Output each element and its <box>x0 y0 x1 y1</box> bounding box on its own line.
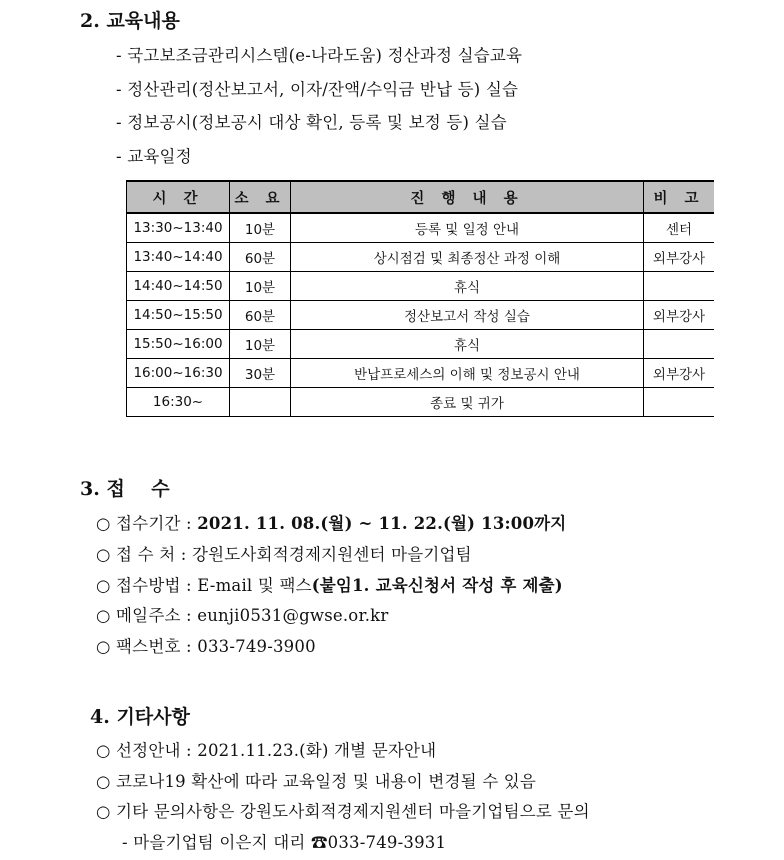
cell-note <box>644 330 715 359</box>
cell-note: 센터 <box>644 213 715 243</box>
contact-person: - 마을기업팀 이은지 대리 ☎033-749-3931 <box>122 833 447 852</box>
header-content: 진 행 내 용 <box>291 181 644 213</box>
cell-content: 정산보고서 작성 실습 <box>291 301 644 330</box>
reception-period-label: ○ 접수기간 : <box>96 514 198 533</box>
cell-time: 14:50~15:50 <box>127 301 230 330</box>
reception-period <box>96 510 566 534</box>
section2-item-4: - 교육일정 <box>116 147 192 166</box>
cell-note <box>644 388 715 417</box>
cell-note: 외부강사 <box>644 243 715 272</box>
covid-notice: ○ 코로나19 확산에 따라 교육일정 및 내용이 변경될 수 있음 <box>96 772 537 791</box>
cell-content: 종료 및 귀가 <box>291 388 644 417</box>
cell-duration: 10분 <box>230 213 291 243</box>
cell-content: 반납프로세스의 이해 및 정보공시 안내 <box>291 359 644 388</box>
cell-time: 13:40~14:40 <box>127 243 230 272</box>
cell-note: 외부강사 <box>644 359 715 388</box>
section4-heading: 4. 기타사항 <box>90 706 190 728</box>
cell-time: 16:00~16:30 <box>127 359 230 388</box>
header-note: 비 고 <box>644 181 715 213</box>
section2-item-1: - 국고보조금관리시스템(e-나라도움) 정산과정 실습교육 <box>116 46 523 65</box>
table-header-row <box>127 181 715 213</box>
cell-note: 외부강사 <box>644 301 715 330</box>
table-row <box>127 243 715 272</box>
table-row <box>127 301 715 330</box>
reception-period-value: 2021. 11. 08.(월) ~ 11. 22.(월) 13:00까지 <box>197 514 567 533</box>
header-time: 시 간 <box>127 181 230 213</box>
table-row <box>127 330 715 359</box>
reception-method <box>96 572 563 596</box>
table-row <box>127 213 715 243</box>
cell-content: 등록 및 일정 안내 <box>291 213 644 243</box>
reception-method-note: (붙임1. 교육신청서 작성 후 제출) <box>311 576 563 595</box>
cell-duration: 10분 <box>230 272 291 301</box>
cell-duration <box>230 388 291 417</box>
section2-item-2: - 정산관리(정산보고서, 이자/잔액/수익금 반납 등) 실습 <box>116 80 519 99</box>
cell-duration: 60분 <box>230 243 291 272</box>
cell-time: 15:50~16:00 <box>127 330 230 359</box>
cell-duration: 30분 <box>230 359 291 388</box>
cell-time: 13:30~13:40 <box>127 213 230 243</box>
header-duration: 소 요 <box>230 181 291 213</box>
cell-time: 16:30~ <box>127 388 230 417</box>
email-address: ○ 메일주소 : eunji0531@gwse.or.kr <box>96 606 389 625</box>
inquiry-notice: ○ 기타 문의사항은 강원도사회적경제지원센터 마을기업팀으로 문의 <box>96 802 590 821</box>
table-row <box>127 359 715 388</box>
selection-notice: ○ 선정안내 : 2021.11.23.(화) 개별 문자안내 <box>96 741 437 760</box>
reception-method-label: ○ 접수방법 : E-mail 및 팩스 <box>96 576 312 595</box>
cell-note <box>644 272 715 301</box>
section2-item-3: - 정보공시(정보공시 대상 확인, 등록 및 보정 등) 실습 <box>116 113 507 132</box>
cell-time: 14:40~14:50 <box>127 272 230 301</box>
table-row <box>127 388 715 417</box>
cell-content: 휴식 <box>291 272 644 301</box>
section3-heading: 3. 접 수 <box>80 478 170 500</box>
cell-content: 상시점검 및 최종정산 과정 이해 <box>291 243 644 272</box>
table-row <box>127 272 715 301</box>
cell-content: 휴식 <box>291 330 644 359</box>
schedule-table <box>126 180 714 417</box>
cell-duration: 60분 <box>230 301 291 330</box>
cell-duration: 10분 <box>230 330 291 359</box>
reception-place: ○ 접 수 처 : 강원도사회적경제지원센터 마을기업팀 <box>96 545 472 564</box>
section2-heading: 2. 교육내용 <box>80 10 180 32</box>
fax-number: ○ 팩스번호 : 033-749-3900 <box>96 637 316 656</box>
